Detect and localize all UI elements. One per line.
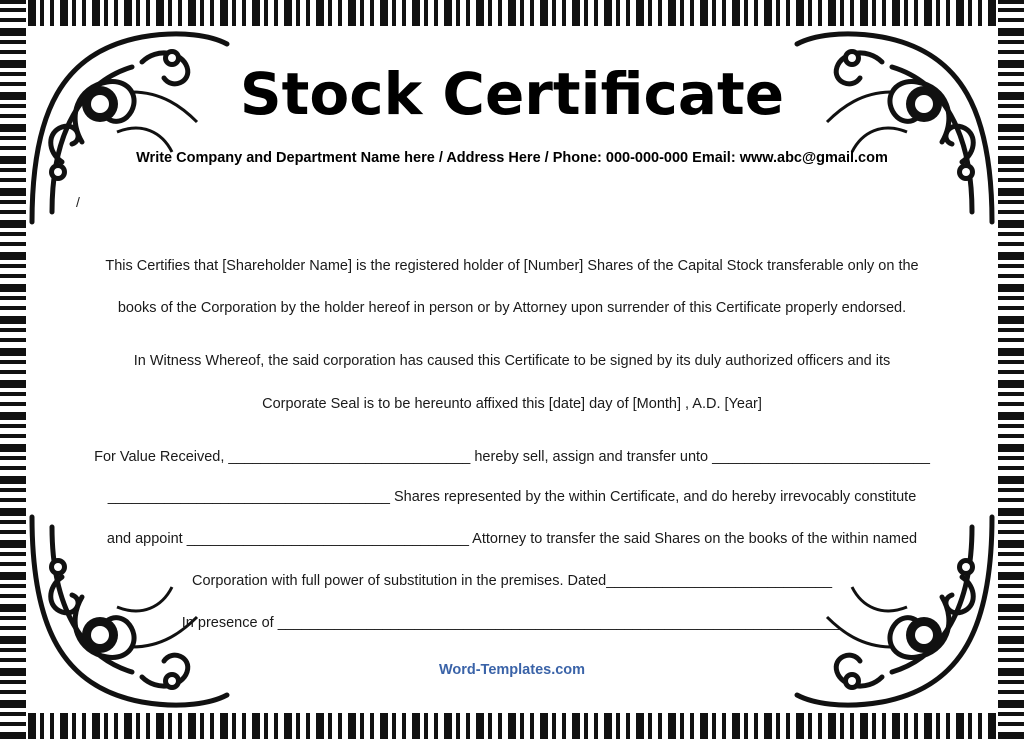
transfer-line-3: and appoint ___________________________________ Attorney to transfer the said Shares on the books of the within named [106, 531, 918, 547]
certificate-line-2: books of the Corporation by the holder hereof in person or by Attorney upon surrender of this Certificate properly endorsed. [117, 300, 907, 316]
transfer-line-4: Corporation with full power of substitution in the premises. Dated____________________________ [191, 573, 833, 589]
transfer-line-2: ___________________________________ Shares represented by the within Certificate, and do hereby irrevocably constitute [107, 489, 917, 505]
certificate-line-4: Corporate Seal is to be hereunto affixed this [date] day of [Month] , A.D. [Year] [262, 396, 762, 412]
company-contact-line: Write Company and Department Name here / Address Here / Phone: 000-000-000 Email: www.abc@gmail.com [136, 150, 888, 166]
certificate-line-3: In Witness Whereof, the said corporation has caused this Certificate to be signed by its duly authorized officers and its [133, 353, 891, 369]
separator-slash: / [76, 194, 80, 210]
transfer-line-1: For Value Received, ______________________________ hereby sell, assign and transfer unto ___________________________ [94, 449, 930, 465]
witness-line: In presence of ______________________________________________________________________ [181, 615, 843, 631]
certificate-title: Stock Certificate [239, 60, 785, 128]
certificate-line-1: This Certifies that [Shareholder Name] is the registered holder of [Number] Shares of the Capital Stock transferable only on the [105, 258, 919, 274]
footer-website-link[interactable]: Word-Templates.com [438, 662, 586, 678]
